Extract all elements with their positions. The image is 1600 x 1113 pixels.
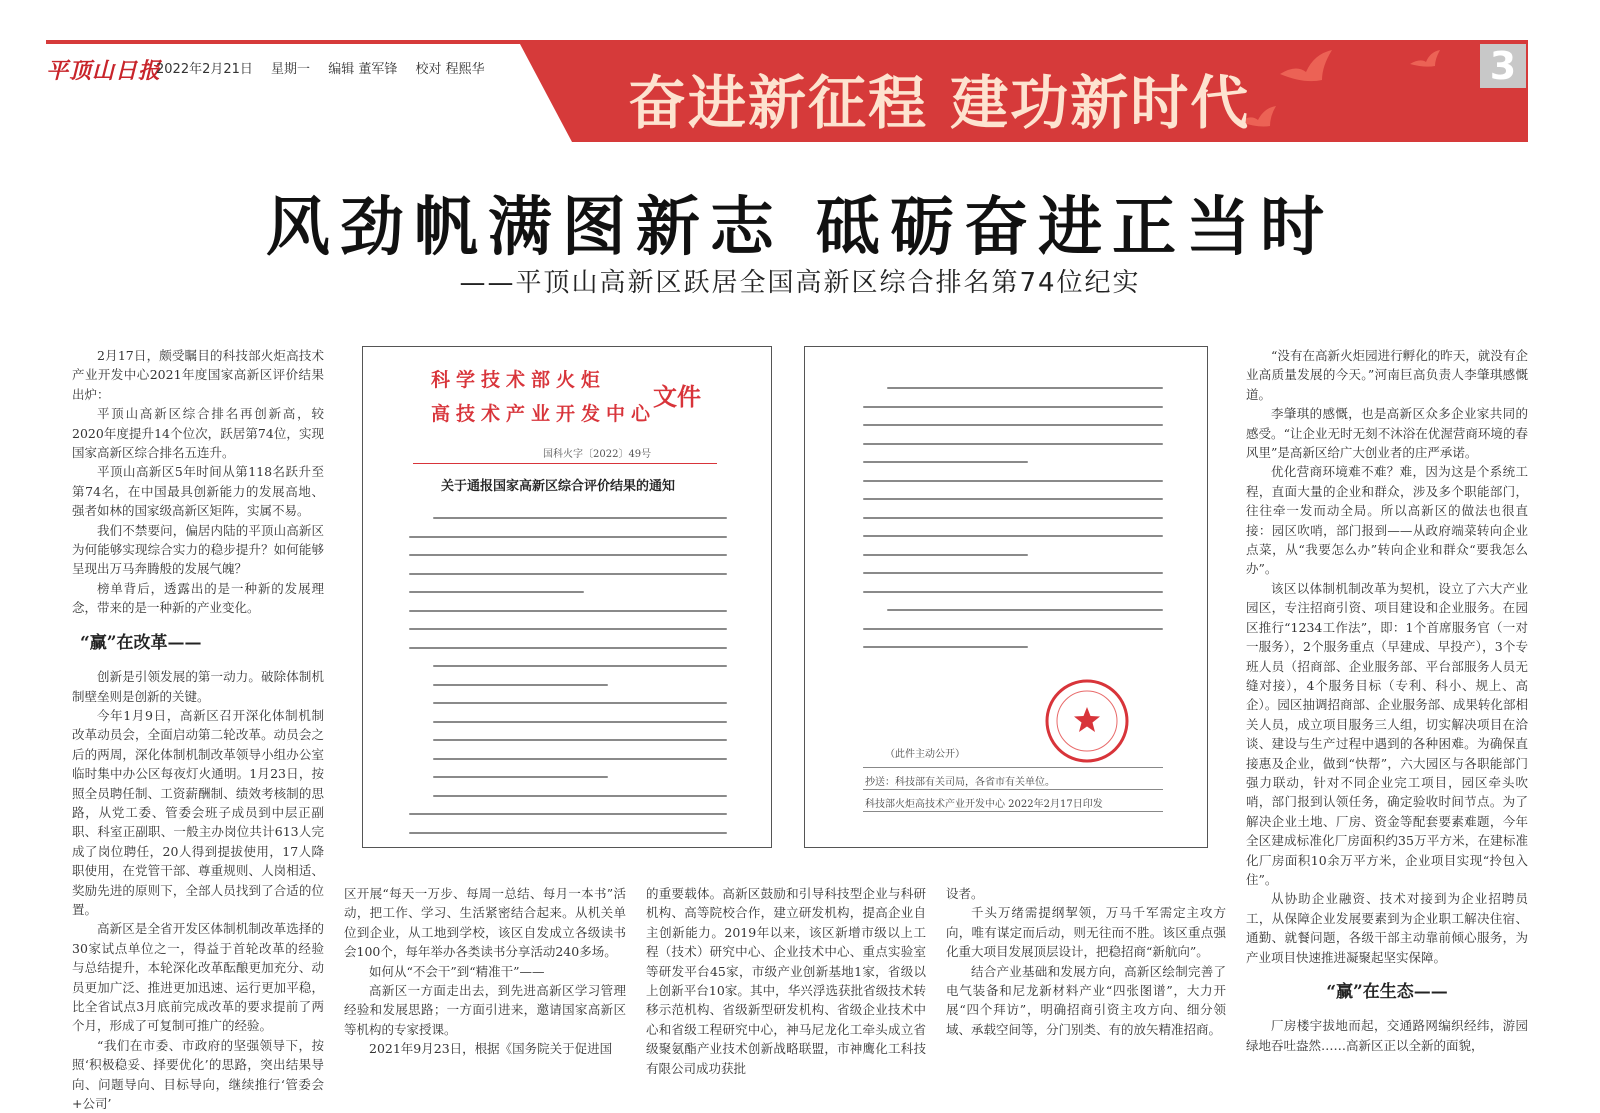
paragraph: 今年1月9日，高新区召开深化体制机制改革动员会，全面启动第二轮改革。动员会之后的两周，深化体制机制改革领导小组办公室临时集中办公区每夜灯火通明。1月23日，按照全员聘任制、工资薪酬制、绩效考核制的思路，从党工委、管委会班子成员到中层正副职、科室正副职、一般主办岗位共计613人完成了岗位聘任，20人得到提拔使用，17人降职使用，在党管干部、尊重规则、人岗相适、奖励先进的原则下，全部人员找到了合适的位置。 xyxy=(72,707,324,917)
paragraph: 如何从“不会干”到“精准干”—— xyxy=(369,963,545,979)
newspaper-masthead: 平顶山日报 xyxy=(46,58,162,84)
doc-rule xyxy=(863,811,1163,812)
article-column-1 xyxy=(72,346,324,1112)
doc-text-line xyxy=(863,461,1028,463)
doc-text-line xyxy=(409,536,727,538)
paragraph: 平顶山高新区5年时间从第118名跃升至第74名，在中国最具创新能力的发展高地、强者如林的国家级高新区矩阵，实属不易。 xyxy=(72,464,324,519)
issue-proofreader: 校对 程熙华 xyxy=(415,62,485,77)
paragraph: 2月17日，颇受瞩目的科技部火炬高技术产业开发中心2021年度国家高新区评价结果出炉： xyxy=(72,348,324,402)
doc-rule xyxy=(863,789,1163,790)
paragraph: 设者。 xyxy=(946,886,984,901)
paragraph: 优化营商环境难不难？难，因为这是个系统工程，直面大量的企业和群众，涉及多个职能部门，往往牵一发而动全局。所以高新区的做法也很直接：园区吹哨，部门报到——从政府端菜转向企业点菜，从“我要怎么办”转向企业和群众“要我怎么办”。 xyxy=(1246,464,1528,577)
doc-text-line xyxy=(863,480,1163,482)
doc-text-line xyxy=(863,535,1163,537)
article-headline: 风劲帆满图新志 砥砺奋进正当时 xyxy=(265,190,1335,265)
issue-editor: 编辑 董军锋 xyxy=(328,62,398,77)
paragraph: 该区以体制机制改革为契机，设立了六大产业园区，专注招商引资、项目建设和企业服务。在园区推行“1234工作法”，即：1个首席服务官（一对一服务），2个服务重点（早建成、早投产），3个专班人员（招商部、企业服务部、平台部服务人员无缝对接），4个服务目标（专利、科小、规上、高企）。园区抽调招商部、企业服务部、成果转化部相关人员，成立项目服务三人组，切实解决项目在洽谈、建设与生产过程中遇到的各种困难。为确保直接惠及企业，做到“快帮”，六大园区与各职能部门强力联动，针对不同企业完工项目，园区牵头吹哨，部门报到认领任务，确定验收时间节点。为了解决企业土地、厂房、资金等配套要素难题，今年全区建成标准化厂房面积约35万平方米，在建标准化厂房面积10余万平方米，企业项目实现“拎包入住”。 xyxy=(1246,580,1528,887)
paragraph: 榜单背后，透露出的是一种新的发展理念，带来的是一种新的产业变化。 xyxy=(72,580,324,616)
doc-issuer-line1: 科学技术部火炬 xyxy=(431,369,607,391)
doc-text-line xyxy=(863,554,1028,556)
doc-text-line xyxy=(863,424,1163,426)
paragraph: 千头万绪需提纲挈领，万马千军需定主攻方向，唯有谋定而后动，则无往而不胜。该区重点强化重大项目发展顶层设计，把稳招商“新航向”。 xyxy=(946,905,1226,960)
doc-text-line xyxy=(409,813,727,815)
section-heading: “赢”在生态—— xyxy=(1326,982,1448,1002)
article-column-3 xyxy=(646,884,926,1094)
paragraph: 我们不禁要问，偏居内陆的平顶山高新区为何能够实现综合实力的稳步提升？如何能够呈现出万马奔腾般的发展气魄？ xyxy=(72,522,324,577)
doc-text-line xyxy=(409,610,727,612)
slogan-text: 奋进新征程 建功新时代 xyxy=(628,69,1251,137)
paragraph: 区开展“每天一万步、每周一总结、每月一本书”活动，把工作、学习、生活紧密结合起来。从机关单位到企业，从工地到学校，该区自发成立各级读书会100个，每年举办各类读书分享活动240多场。 xyxy=(344,886,626,960)
article-subheadline: ——平顶山高新区跃居全国高新区综合排名第74位纪实 xyxy=(459,268,1141,298)
paragraph: 平顶山高新区综合排名再创新高，较2020年度提升14个位次，跃居第74位，实现国家高新区综合排名五连升。 xyxy=(72,406,324,461)
doc-text-line xyxy=(863,443,1163,445)
paragraph: 2021年9月23日，根据《国务院关于促进国 xyxy=(369,1041,613,1057)
article-column-4 xyxy=(946,884,1226,1094)
doc-text-line xyxy=(433,739,727,741)
doc-text-line xyxy=(433,665,727,667)
paragraph: 厂房楼宇拔地而起，交通路网编织经纬，游园绿地吞吐盎然……高新区正以全新的面貌， xyxy=(1246,1018,1528,1053)
doc-signature: （此件主动公开） xyxy=(885,749,965,760)
doc-text-line xyxy=(433,721,727,723)
doc-text-line xyxy=(863,406,1163,408)
doc-text-line xyxy=(433,517,727,519)
doc-number: 国科火字〔2022〕49号 xyxy=(543,449,652,460)
doc-heading: 关于通报国家高新区综合评价结果的通知 xyxy=(441,479,676,494)
document-image-notice-page2 xyxy=(804,346,1208,848)
doc-text-line xyxy=(863,517,1163,519)
doc-text-line xyxy=(409,832,727,834)
doc-text-line xyxy=(863,591,1163,593)
doc-issuer-line2: 高技术产业开发中心 xyxy=(431,403,657,425)
article-column-5 xyxy=(1246,346,1528,1086)
section-heading: “赢”在改革—— xyxy=(80,632,202,653)
doc-text-line xyxy=(433,758,727,760)
doc-text-line xyxy=(433,795,727,797)
doc-text-line xyxy=(433,702,727,704)
paragraph: 高新区一方面走出去，到先进高新区学习管理经验和发展思路；一方面引进来，邀请国家高新区等机构的专家授课。 xyxy=(344,983,626,1037)
doc-text-line xyxy=(433,684,608,686)
issue-weekday: 星期一 xyxy=(271,62,311,77)
doc-rule xyxy=(863,767,1163,768)
doc-text-line xyxy=(409,573,727,575)
official-seal-icon xyxy=(1043,677,1131,765)
doc-text-line xyxy=(863,498,1163,500)
doc-text-line xyxy=(863,628,1163,630)
doc-copy-to: 抄送：科技部有关司局，各省市有关单位。 xyxy=(865,777,1055,788)
doc-text-line xyxy=(409,591,584,593)
doc-text-line xyxy=(863,646,1028,648)
paragraph: 的重要载体。高新区鼓励和引导科技型企业与科研机构、高等院校合作，建立研发机构，提高企业自主创新能力。2019年以来，该区新增市级以上工程（技术）研究中心、企业技术中心、重点实验室等研发平台45家，市级产业创新基地1家，省级以上创新平台10家。其中，华兴浮选获批省级技术转移示范机构、省级新型研发机构、省级企业技术中心和省级工程研究中心，神马尼龙化工牵头成立省级聚氨酯产业技术创新战略联盟，市神鹰化工科技有限公司成功获批 xyxy=(646,886,926,1076)
paragraph: 高新区是全省开发区体制机制改革选择的30家试点单位之一，得益于首轮改革的经验与总结提升，本轮深化改革酝酿更加充分、动员更加广泛、推进更加迅速、运行更加平稳，比全省试点3月底前完成改革的要求提前了两个月，形成了可复制可推广的经验。 xyxy=(72,921,324,1034)
paragraph: 创新是引领发展的第一动力。破除体制机制壁垒则是创新的关键。 xyxy=(72,669,324,704)
paragraph: “我们在市委、市政府的坚强领导下，按照‘积极稳妥、择要优化’的思路，突出结果导向、问题导向、目标导向，继续推行‘管委会+公司’ xyxy=(72,1037,324,1112)
doc-text-line xyxy=(887,609,1163,611)
paragraph: 李肇琪的感慨，也是高新区众多企业家共同的感受。“让企业无时无刻不沐浴在优渥营商环境的春风里”是高新区给广大创业者的庄严承诺。 xyxy=(1246,406,1528,461)
document-image-notice xyxy=(362,346,772,848)
page-number: 3 xyxy=(1480,44,1526,88)
issue-date: 2022年2月21日 xyxy=(156,62,253,77)
issue-meta xyxy=(156,58,499,77)
doc-red-rule xyxy=(413,463,717,464)
doc-text-line xyxy=(409,554,727,556)
doc-text-line xyxy=(409,647,727,649)
paragraph: “没有在高新火炬园进行孵化的昨天，就没有企业高质量发展的今天。”河南巨高负责人李肇琪感慨道。 xyxy=(1246,348,1528,402)
doc-file-label: 文件 xyxy=(653,382,701,411)
doc-text-line xyxy=(409,628,727,630)
doc-issue-date: 科技部火炬高技术产业开发中心 2022年2月17日印发 xyxy=(865,799,1103,810)
paragraph: 从协助企业融资、技术对接到为企业招聘员工，从保障企业发展要素到为企业职工解决住宿、通勤、就餐问题，各级干部主动靠前倾心服务，为产业项目快速推进凝聚起坚实保障。 xyxy=(1246,891,1528,965)
doc-text-line xyxy=(433,776,608,778)
article-column-2 xyxy=(344,884,626,1094)
doc-text-line xyxy=(863,572,1163,574)
doc-text-line xyxy=(887,387,1163,389)
paragraph: 结合产业基础和发展方向，高新区绘制完善了电气装备和尼龙新材料产业“四张图谱”，大力开展“四个拜访”，明确招商引资主攻方向、细分领域、承载空间等，分门别类、有的放矢精准招商。 xyxy=(946,963,1226,1037)
